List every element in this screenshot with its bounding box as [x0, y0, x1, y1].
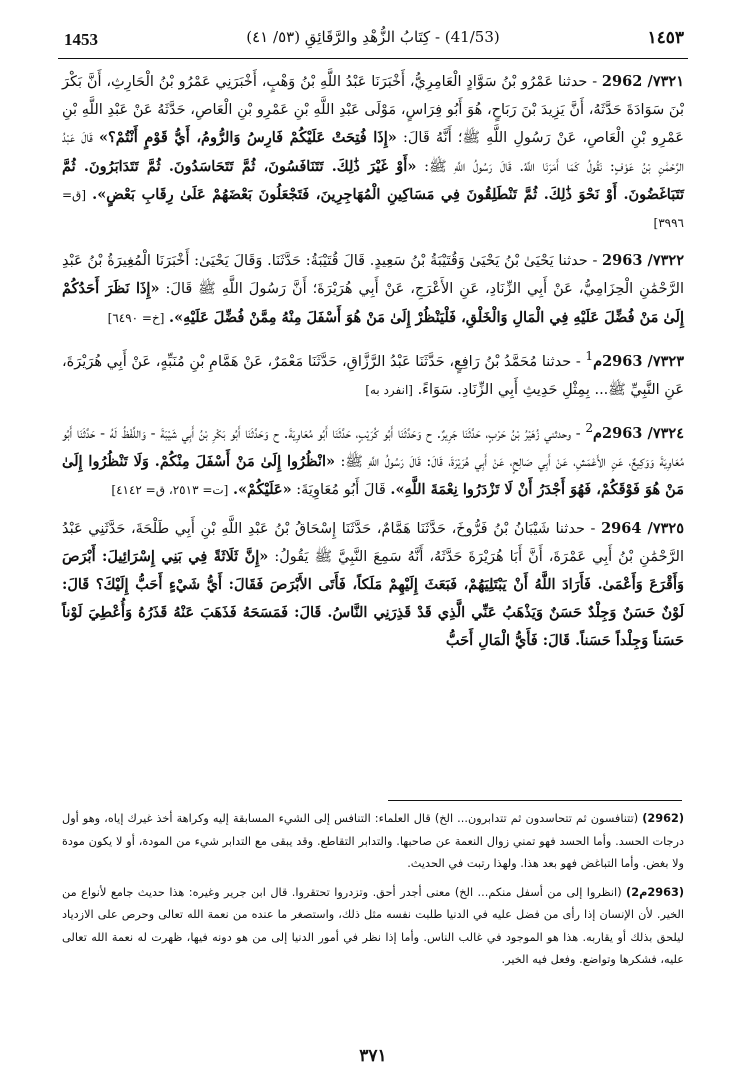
hadith-matn: «عَلَيْكُمْ».	[232, 481, 292, 499]
page-number-arabic: ١٤٥٣	[647, 28, 684, 48]
hadith-paragraph	[62, 414, 684, 504]
footnote-rule	[388, 800, 682, 801]
hadith-number: ٧٣٢٥/ 2964	[601, 519, 684, 537]
page-number-latin: 1453	[64, 30, 98, 49]
hadith-matn: «إِذَا نَظَرَ أَحَدُكُمْ إِلَىٰ مَنْ فُضِّلَ عَلَيْهِ فِي الْمَالِ وَالْخَلْقِ، فَلْيَنْظُرْ إِلَىٰ مَنْ هُوَ أَسْفَلَ مِنْهُ مِمَّنْ فُضِّلَ عَلَيْهِ».	[62, 280, 684, 326]
hadith-isnad: قَالَ عَبْدُ الرَّحْمَٰنِ بْنُ عَوْفٍ: نَقُولُ كَمَا أَمَرَنَا اللَّهُ. قَالَ رَسُولُ اللَّهِ ﷺ:	[62, 130, 684, 175]
page-header	[58, 22, 688, 56]
hadith-number: ٧٣٢٢/ 2963	[602, 252, 684, 270]
main-text	[62, 68, 684, 666]
cross-reference: [ت= ٢٥١٣، ق= ٤١٤٢]	[111, 483, 229, 498]
hadith-isnad: - حدثنا شَيْبَانُ بْنُ فَرُّوخَ، حَدَّثَنَا هَمَّامٌ، حَدَّثَنَا إِسْحَاقُ بْنُ عَبْدِ اللَّهِ بْنِ أَبِي طَلْحَةَ، حَدَّثَنِي عَبْدُ الرَّحْمَٰنِ بْنُ أَبِي عَمْرَةَ، أَنَّ أَبَا هُرَيْرَةَ حَدَّثَهُ، أَنَّهُ سَمِعَ النَّبِيَّ ﷺ يَقُولُ:	[62, 520, 684, 565]
cross-reference: [انفرد به]	[365, 382, 413, 397]
hadith-isnad: - حدثنا يَحْيَىٰ بْنُ يَحْيَىٰ وَقُتَيْبَةُ بْنُ سَعِيدٍ. قَالَ قُتَيْبَةُ: حَدَّثَنَا. وَقَالَ يَحْيَىٰ: أَخْبَرَنَا الْمُغِيرَةُ بْنُ عَبْدِ الرَّحْمَٰنِ الْحِزَامِيُّ، عَنْ أَبِي الزِّنَادِ، عَنِ الأَعْرَجِ، عَنْ أَبِي هُرَيْرَةَ؛ أَنَّ رَسُولَ اللَّهِ ﷺ قَالَ:	[62, 253, 684, 298]
footnote	[62, 882, 684, 972]
hadith-isnad: - حدثنا مُحَمَّدُ بْنُ رَافِعٍ، حَدَّثَنَا عَبْدُ الرَّزَّاقِ، حَدَّثَنَا مَعْمَرٌ، عَنْ هَمَّامِ بْنِ مُنَبِّهٍ، عَنْ أَبِي هُرَيْرَةَ، عَنِ النَّبِيِّ ﷺ... بِمِثْلِ حَدِيثِ أَبِي الزِّنَادِ. سَوَاءً.	[62, 353, 684, 398]
hadith-paragraph	[62, 342, 684, 404]
hadith-number-superscript: 1	[585, 348, 594, 363]
hadith-number-superscript: 2	[585, 421, 594, 436]
header-rule	[58, 58, 688, 59]
footnote-marker: (2963م2)	[626, 885, 684, 899]
hadith-isnad: قَالَ أَبُو مُعَاوِيَةَ:	[291, 482, 391, 499]
footnote-text: (تتنافسون ثم تتحاسدون ثم تتدابرون... الخ) قال العلماء: التنافس إلى الشيء المسابقة إليه وكراهة أخذ غيرك إياه، وهو أول درجات الحسد. وأما الحسد فهو تمني زوال النعمة عن صاحبها. والتدابر التقاطع. وقد يبقى مع التدابر شيء من المودة، أو لا يكون مودة ولا بغض. وأما التباغض فهو بعد هذا. ولهذا رتبت في الحديث.	[62, 812, 684, 870]
folio-number: ٣٧١	[359, 1046, 387, 1066]
hadith-isnad: - حدثنا عَمْرُو بْنُ سَوَّادٍ الْعَامِرِيُّ، أَخْبَرَنَا عَبْدُ اللَّهِ بْنُ وَهْبٍ، أَخْبَرَنِي عَمْرُو بْنُ الْحَارِثِ، أَنَّ بَكْرَ بْنَ سَوَادَةَ حَدَّثَهُ، أَنَّ يَزِيدَ بْنَ رَبَاحٍ، هُوَ أَبُو فِرَاسٍ، مَوْلَى عَبْدِ اللَّهِ بْنِ عَمْرِو بْنِ الْعَاصِ، حَدَّثَهُ عَنْ عَبْدِ اللَّهِ بْنِ عَمْرِو بْنِ الْعَاصِ، عَنْ رَسُولِ اللَّهِ ﷺ؛ أَنَّهُ قَالَ:	[62, 74, 684, 147]
footnote-marker: (2962)	[642, 812, 685, 825]
running-title: (41/53) - كِتَابُ الزُّهْدِ والرَّقَائِقِ (٥٣/ ٤١)	[246, 28, 500, 46]
hadith-matn: «إِذَا فُتِحَتْ عَلَيْكُمْ فَارِسُ وَالرُّومُ، أَيُّ قَوْمٍ أَنْتُمْ؟»	[98, 129, 397, 147]
footnote	[62, 808, 684, 876]
hadith-isnad: - وحدثني زُهَيْرُ بْنُ حَرْبٍ، حَدَّثَنَا جَرِيرٌ. ح وَحَدَّثَنَا أَبُو كُرَيْبٍ، حَدَّثَنَا أَبُو مُعَاوِيَةَ. ح وَحَدَّثَنَا أَبُو بَكْرِ بْنُ أَبِي شَيْبَةَ - وَاللَّفْظُ لَهُ - حَدَّثَنَا أَبُو مُعَاوِيَةَ وَوَكِيعٌ، عَنِ الأَعْمَشِ، عَنْ أَبِي صَالِحٍ، عَنْ أَبِي هُرَيْرَةَ، قَالَ: قَالَ رَسُولُ اللَّهِ ﷺ:	[62, 425, 684, 471]
footnote-text: (انظروا إلى من أسفل منكم... الخ) معنى أجدر أحق. وتزدروا تحتقروا. قال ابن جرير وغيره: هذا حديث جامع لأنواع من الخير. لأن الإنسان إذا رأى من فضل عليه في الدنيا طلبت نفسه مثل ذلك، واستصغر ما عنده من نعمة الله تعالى وحرص على الازدياد ليلحق بذلك أو يقاربه. هذا هو الموجود في غالب الناس. وأما إذا نظر في أمور الدنيا إلى من هو دونه فيها، ظهرت له نعمة الله تعالى عليه، فشكرها وتواضع. وفعل فيه الخير.	[62, 885, 684, 966]
hadith-matn: «إِنَّ ثَلَاثَةً فِي بَنِي إِسْرَائِيلَ: أَبْرَصَ وَأَقْرَعَ وَأَعْمَىٰ. فَأَرَادَ اللَّهُ أَنْ يَبْتَلِيَهُمْ، فَبَعَثَ إِلَيْهِمْ مَلَكاً، فَأَتَى الأَبْرَصَ فَقَالَ: أَيُّ شَيْءٍ أَحَبُّ إِلَيْكَ؟ قَالَ: لَوْنٌ حَسَنٌ وَجِلْدٌ حَسَنٌ وَيَذْهَبُ عَنِّي الَّذِي قَدْ قَذِرَنِي النَّاسُ. قَالَ: فَمَسَحَهُ فَذَهَبَ عَنْهُ قَذَرُهُ وَأُعْطِيَ لَوْناً حَسَناً وَجِلْداً حَسَناً. قَالَ: فَأَيُّ الْمَالِ أَحَبُّ	[62, 547, 684, 650]
hadith-paragraph	[62, 68, 684, 237]
hadith-number: ٧٣٢١/ 2962	[601, 73, 684, 90]
footnotes	[62, 808, 684, 978]
hadith-number: ٧٣٢٤/ 2963م	[593, 424, 684, 442]
hadith-matn: «انْظُرُوا إِلَىٰ مَنْ أَسْفَلَ مِنْكُمْ. وَلَا تَنْظُرُوا إِلَىٰ مَنْ هُوَ فَوْقَكُمْ، فَهُوَ أَجْدَرُ أَنْ لَا تَزْدَرُوا نِعْمَةَ اللَّهِ».	[62, 453, 684, 499]
cross-reference: [خ= ٦٤٩٠]	[107, 310, 165, 325]
hadith-paragraph	[62, 247, 684, 332]
cross-reference: [ق= ٣٩٩٦]	[62, 187, 684, 231]
hadith-number: ٧٣٢٣/ 2963م	[593, 352, 684, 370]
hadith-paragraph	[62, 515, 684, 656]
hadith-matn: «أَوْ غَيْرَ ذَٰلِكَ. تَتَنَافَسُونَ، ثُمَّ تَتَحَاسَدُونَ. ثُمَّ تَتَدَابَرُونَ. ثُمَّ تَتَبَاغَضُونَ. أَوْ نَحْوَ ذَٰلِكَ. ثُمَّ تَنْطَلِقُونَ فِي مَسَاكِينِ الْمُهَاجِرِينَ، فَتَجْعَلُونَ بَعْضَهُمْ عَلَىٰ رِقَابِ بَعْضٍ».	[62, 157, 684, 203]
